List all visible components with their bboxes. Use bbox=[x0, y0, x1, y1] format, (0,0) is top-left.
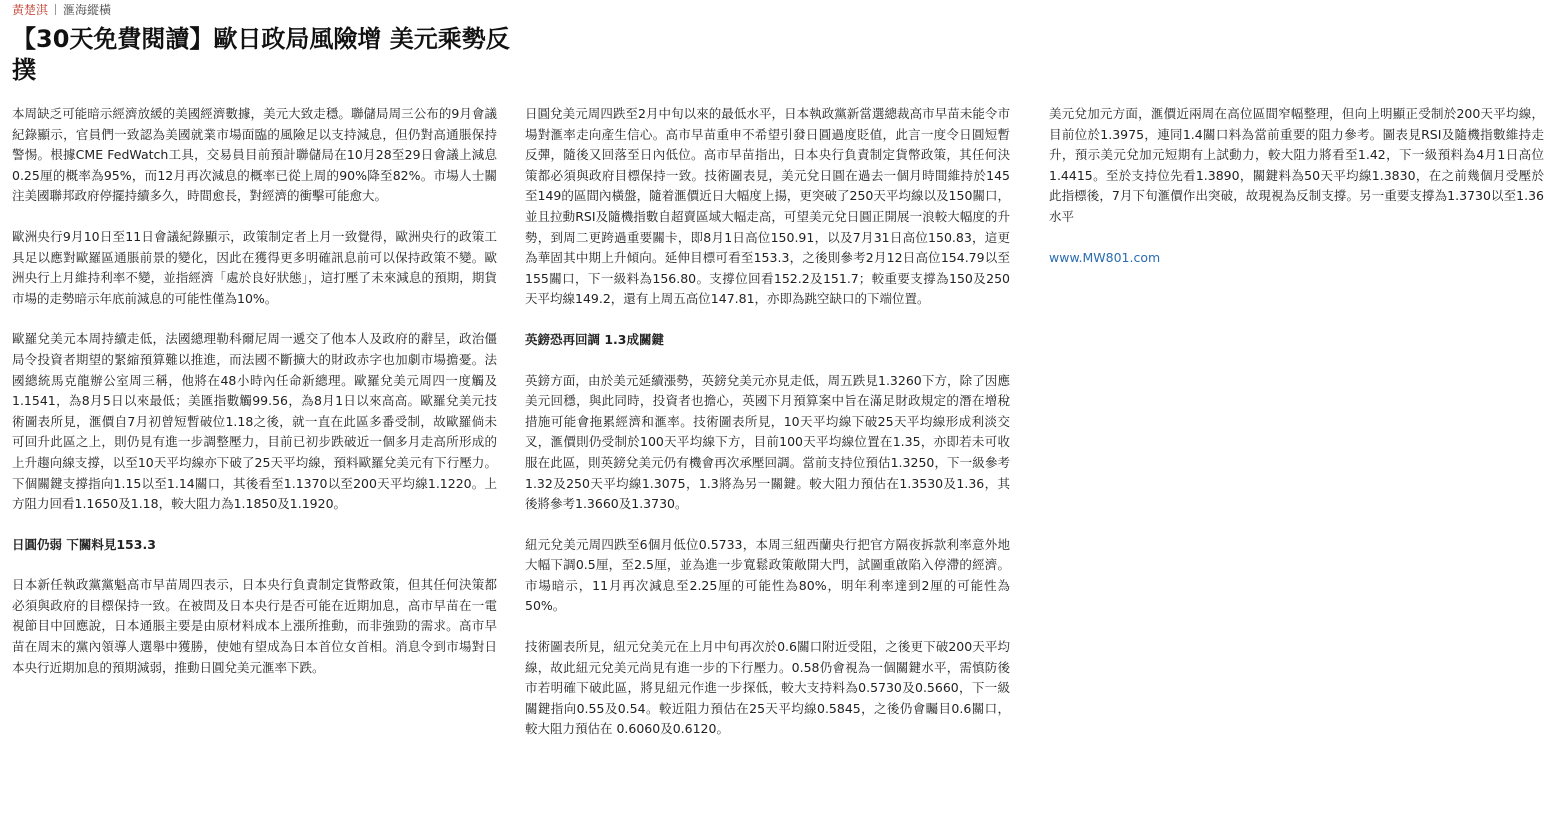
article-paragraph: 日本新任執政黨黨魁高市早苗周四表示，日本央行負責制定貨幣政策，但其任何決策都必須與政府的目標保持一致。在被問及日本央行是否可能在近期加息，高市早苗在一電視節目中回應說，日本通脹主要是由原材料成本上漲所推動，而非強勁的需求。高市早苗在周末的黨內領導人選舉中獲勝，使她有望成為日本首位女首相。消息令到市場對日本央行近期加息的預期減弱，推動日圓兌美元滙率下跌。 bbox=[12, 577, 497, 675]
article-headline: 【30天免費閱讀】歐日政局風險增 美元乘勢反撲 bbox=[12, 25, 510, 84]
article-column-2 bbox=[525, 104, 1010, 760]
section-heading-gbp: 英鎊恐再回調 1.3成關鍵 bbox=[525, 331, 664, 347]
article-paragraph: 美元兌加元方面，滙價近兩周在高位區間窄幅整理，但向上明顯正受制於200天平均線，目前位於1.3975，連同1.4關口料為當前重要的阻力參考。圖表見RSI及隨機指數維持走升，預示美元兌加元短期有上試動力，較大阻力將看至1.42，下一級預料為4月1日高位1.4415。至於支持位先看1.3890，關鍵料為50天平均線1.3830，在之前幾個月受壓於此指標後，7月下旬滙價作出突破，故現視為反制支撐。另一重要支撐為1.3730以至1.36水平 bbox=[1049, 106, 1544, 224]
site-link[interactable]: www.MW801.com bbox=[1049, 249, 1161, 265]
article-paragraph: 英鎊方面，由於美元延續漲勢，英鎊兌美元亦見走低，周五跌見1.3260下方，除了因應美元回穩，與此同時，投資者也擔心，英國下月預算案中旨在滿足財政規定的潛在增稅措施可能會拖累經濟和滙率。技術圖表所見，10天平均線下破25天平均線形成利淡交叉，滙價則仍受制於100天平均線下方，目前100天平均線位置在1.35，亦即若未可收服在此區，則英鎊兌美元仍有機會再次承壓回調。當前支持位預估1.3250，下一級參考1.32及250天平均線1.3075，1.3將為另一關鍵。較大阻力預估在1.3530及1.36，其後將參考1.3660及1.3730。 bbox=[525, 372, 1010, 512]
article-column-1 bbox=[12, 104, 497, 698]
column-name: 滙海縱橫 bbox=[63, 3, 112, 17]
site-link-line bbox=[1049, 248, 1544, 269]
byline bbox=[12, 2, 111, 18]
article-paragraph: 歐羅兌美元本周持續走低，法國總理勒科爾尼周一遞交了他本人及政府的辭呈，政治僵局令投資者期望的緊縮預算難以推進，而法國不斷擴大的財政赤字也加劇市場擔憂。法國總統馬克龍辦公室周三稱，他將在48小時內任命新總理。歐羅兌美元周四一度觸及1.1541，為8月5日以來最低；美匯指數觸99.56，為8月1日以來高高。歐羅兌美元技術圖表所見，滙價自7月初曾短暫破位1.18之後，就一直在此區多番受制，故歐羅倘未可回升此區之上，則仍見有進一步調整壓力，目前已初步跌破近一個多月走高所形成的上升趨向線支撐，以至10天平均線亦下破了25天平均線，預料歐羅兌美元有下行壓力。下個關鍵支撐指向1.15以至1.14關口，其後看至1.1370以至200天平均線1.1220。上方阻力回看1.1650及1.18，較大阻力為1.1850及1.1920。 bbox=[12, 331, 497, 512]
section-heading-jpy: 日圓仍弱 下關料見153.3 bbox=[12, 536, 156, 552]
byline-divider bbox=[55, 4, 56, 15]
article-paragraph: 技術圖表所見，紐元兌美元在上月中旬再次於0.6關口附近受阻，之後更下破200天平均線，故此紐元兌美元尚見有進一步的下行壓力。0.58仍會視為一個關鍵水平，需慎防後市若明確下破此區，將見紐元作進一步探低，較大支持料為0.5730及0.5660，下一級關鍵指向0.55及0.54。較近阻力預估在25天平均線0.5845，之後仍會矚目0.6關口，較大阻力預估在 0.6060及0.6120。 bbox=[525, 639, 1010, 737]
article-paragraph: 日圓兌美元周四跌至2月中旬以來的最低水平，日本執政黨新當選總裁高市早苗未能令市場對滙率走向產生信心。高市早苗重申不希望引發日圓過度貶值，此言一度令日圓短暫反彈，隨後又回落至日內低位。高市早苗指出，日本央行負責制定貨幣政策，其任何決策都必須與政府目標保持一致。技術圖表見，美元兌日圓在過去一個月時間維持於145至149的區間內橫盤，隨着滙價近日大幅度上揚，更突破了250天平均線以及150關口，並且拉動RSI及隨機指數自超賣區域大幅走高，可望美元兌日圓正開展一浪較大幅度的升勢，到周二更跨過重要關卡，即8月1日高位150.91，以及7月31日高位150.83，這更為華固其中期上升傾向。延伸目標可看至153.3，之後則參考2月12日高位154.79以至155關口，下一級料為156.80。支撐位回看152.2及151.7；較重要支撐為150及250天平均線149.2，還有上周五高位147.81，亦即為跳空缺口的下端位置。 bbox=[525, 106, 1010, 307]
article-paragraph: 歐洲央行9月10日至11日會議紀錄顯示，政策制定者上月一致覺得，歐洲央行的政策工具足以應對歐羅區通脹前景的變化，因此在獲得更多明確訊息前可以保持政策不變。歐洲央行上月維持利率不變，並指經濟「處於良好狀態」，這打壓了未來減息的預期，期貨市場的走勢暗示年底前減息的可能性僅為10%。 bbox=[12, 228, 497, 306]
author-link[interactable]: 黃楚淇 bbox=[12, 3, 49, 17]
article-column-3 bbox=[1049, 104, 1544, 288]
article-paragraph: 本周缺乏可能暗示經濟放緩的美國經濟數據，美元大致走穩。聯儲局周三公布的9月會議紀錄顯示，官員們一致認為美國就業市場面臨的風險足以支持減息，但仍對高通脹保持警惕。根據CME FedWatch工具，交易員目前預計聯儲局在10月28至29日會議上減息0.25厘的概率為95%，而12月再次減息的概率已從上周的90%降至82%。市場人士關注美國聯邦政府停擺持續多久，時間愈長，對經濟的衝擊可能愈大。 bbox=[12, 106, 497, 204]
article-paragraph: 紐元兌美元周四跌至6個月低位0.5733，本周三紐西蘭央行把官方隔夜拆款利率意外地大幅下調0.5厘，至2.5厘，並為進一步寬鬆政策敞開大門，試圖重啟陷入停滯的經濟。市場暗示，11月再次減息至2.25厘的可能性為80%，明年利率達到2厘的可能性為50%。 bbox=[525, 536, 1010, 614]
